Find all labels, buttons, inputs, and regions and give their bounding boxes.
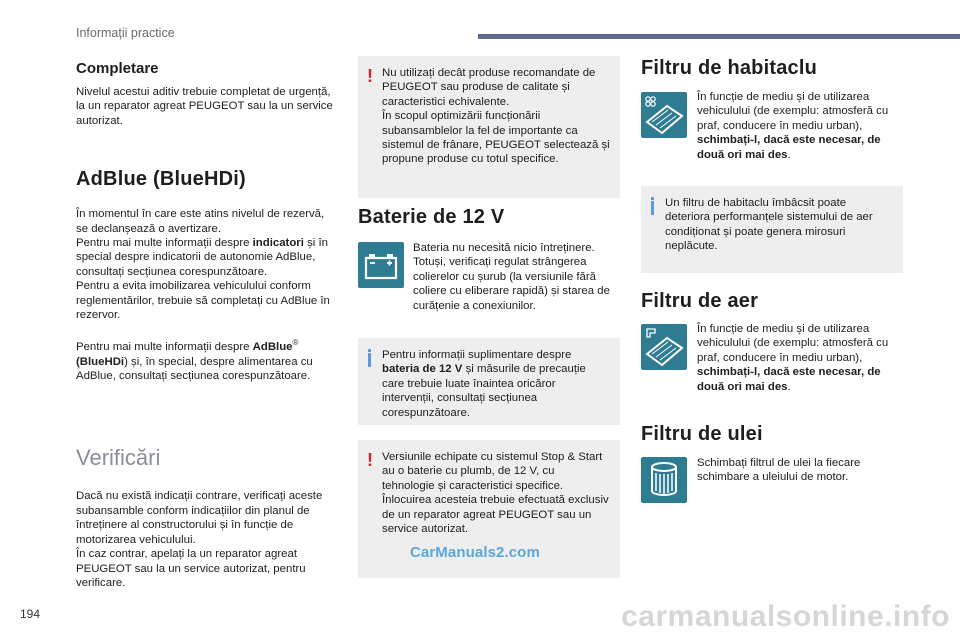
info-box-battery <box>358 338 620 425</box>
ulei-heading: Filtru de ulei <box>641 423 763 445</box>
warning-products-l1: Nu utilizați decât produse recomandate de PEUGEOT sau produse de calitate și caracteristici echivalente. <box>382 67 596 108</box>
verificari-paragraph <box>76 489 338 590</box>
adblue-p2-sup: ® <box>292 338 299 348</box>
watermark-carmanuals: CarManuals2.com <box>410 544 540 561</box>
adblue-p1-c: și în special despre indicatorii de autonomie AdBlue, consultați secțiunea corespunzătoare. <box>76 237 328 278</box>
info-battery-text <box>382 348 610 420</box>
column-left <box>76 56 338 590</box>
adblue-p1-a: În momentul în care este atins nivelul de rezervă, se declanșează o avertizare. <box>76 208 325 235</box>
info-icon-dot <box>651 197 654 200</box>
warning-stopstart-text <box>382 450 610 536</box>
warning-box-products <box>358 56 620 198</box>
warning-icon: ! <box>367 66 373 86</box>
adblue-p1-b: Pentru mai multe informații despre <box>76 237 253 250</box>
verificari-heading: Verificări <box>76 445 161 471</box>
air-filter-icon <box>641 324 687 370</box>
adblue-paragraph-1 <box>76 207 338 322</box>
cabin-filter-icon <box>641 92 687 138</box>
info-battery-a: Pentru informații suplimentare despre <box>382 349 572 361</box>
adblue-p1-bold: indicatori <box>252 237 304 250</box>
header-bar <box>478 34 960 39</box>
verificari-p1: Dacă nu există indicații contrare, verificați aceste subansamble conform indicațiilor din planul de întreținere al constructorului și în funcție de motorizarea vehiculului. <box>76 490 323 546</box>
aer-heading: Filtru de aer <box>641 290 759 312</box>
completare-text: Nivelul acestui aditiv trebuie completat de urgență, la un reparator agreat PEUGEOT sau la un service autorizat. <box>76 86 333 127</box>
ulei-text: Schimbați filtrul de ulei la fiecare schimbare a uleiului de motor. <box>697 457 861 484</box>
aer-text <box>697 322 903 394</box>
habitaclu-text-a: În funcție de mediu și de utilizarea vehiculului (de exemplu: atmosferă cu praf, conducere în mediu urban), <box>697 91 889 132</box>
info-icon <box>368 353 371 367</box>
verificari-p2: În caz contrar, apelați la un reparator agreat PEUGEOT sau la un service autorizat, pentru verificare. <box>76 548 306 589</box>
info-box-cabin-filter <box>641 186 903 273</box>
battery-icon <box>358 242 404 288</box>
page-number: 194 <box>20 607 41 621</box>
adblue-heading: AdBlue (BlueHDi) <box>76 168 246 191</box>
info-battery-bold: bateria de 12 V <box>382 363 463 376</box>
warning-stopstart-l2: Înlocuirea acesteia trebuie efectuată exclusiv de un reparator agreat PEUGEOT sau un service autorizat. <box>382 494 609 536</box>
completare-heading: Completare <box>76 60 159 77</box>
adblue-p2-bold2: (BlueHDi <box>76 355 125 368</box>
info-cabin-filter-text: Un filtru de habitaclu îmbâcsit poate deteriora performanțele sistemului de aer condiționat și poate genera mirosuri neplăcute. <box>665 197 873 253</box>
adblue-p2-bold: AdBlue <box>252 341 293 354</box>
adblue-paragraph-2 <box>76 336 338 383</box>
warning-stopstart-l1: Versiunile echipate cu sistemul Stop & Start au o baterie cu plumb, de 12 V, cu tehnologie și caracteristici specifice. <box>382 451 603 492</box>
baterie-text: Bateria nu necesită nicio întreținere. Totuși, verificați regulat strângerea colierelor cu șurub (la versiunile fără coliere cu eliberare rapidă) și starea de curățenie a conexiunilor. <box>413 242 610 312</box>
habitaclu-text-end: . <box>787 148 791 161</box>
aer-text-bold: schimbați-l, dacă este necesar, de două ori mai des <box>697 366 881 393</box>
header-title: Informații practice <box>76 26 175 40</box>
warning-icon: ! <box>367 450 373 470</box>
aer-text-end: . <box>787 380 791 393</box>
warning-products-text <box>382 66 610 167</box>
aer-text-a: În funcție de mediu și de utilizarea vehiculului (de exemplu: atmosferă cu praf, conducere în mediu urban), <box>697 323 889 364</box>
info-icon <box>651 201 654 215</box>
habitaclu-text <box>697 90 903 162</box>
oil-filter-icon <box>641 457 687 503</box>
info-icon-dot <box>368 349 371 352</box>
watermark-carmanualsonline: carmanualsonline.info <box>621 600 950 633</box>
info-battery-b: și măsurile de precauție care trebuie luate înaintea oricăror intervenții, consultați secțiunea corespunzătoare. <box>382 363 586 419</box>
adblue-p1-d: Pentru a evita imobilizarea vehiculului conform reglementărilor, trebuie să completați cu AdBlue în rezervor. <box>76 280 330 322</box>
adblue-p2-a: Pentru mai multe informații despre <box>76 341 253 354</box>
baterie-heading: Baterie de 12 V <box>358 206 505 228</box>
habitaclu-text-bold: schimbați-l, dacă este necesar, de două ori mai des <box>697 134 881 161</box>
warning-products-l2: În scopul optimizării funcționării subansamblelor la fel de importante ca sistemul de frânare, PEUGEOT selectează și propune produse cu totul specifice. <box>382 110 610 166</box>
habitaclu-heading: Filtru de habitaclu <box>641 57 818 79</box>
adblue-p2-b: ) și, în special, despre alimentarea cu AdBlue, consultați secțiunea corespunzătoare. <box>76 355 313 383</box>
